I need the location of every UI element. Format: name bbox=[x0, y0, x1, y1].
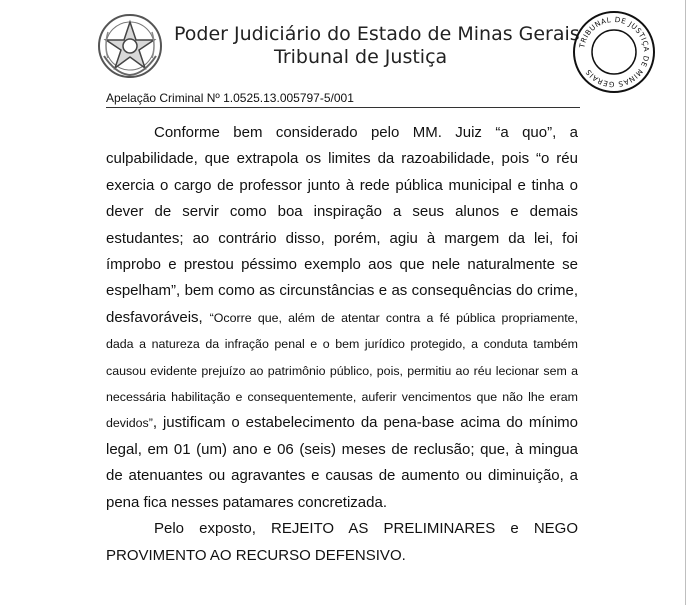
case-reference: Apelação Criminal Nº 1.0525.13.005797-5/001 bbox=[106, 90, 580, 108]
paragraph-1-quote: “Ocorre que, além de atentar contra a fé pública propriamente, dada a natureza da infração penal e o bem jurídico protegido, a conduta também causou evidente prejuízo ao patrimônio público, pois, permitiu ao réu lecionar sem a necessária habilitação e consequentemente, auferir vencimentos que não lhe eram devidos” bbox=[106, 310, 579, 431]
court-stamp-icon bbox=[572, 10, 656, 94]
title-line-1: Poder Judiciário do Estado de Minas Gerais bbox=[174, 23, 580, 45]
stamp-text: TRIBUNAL DE JUSTIÇA DE MINAS GERAIS bbox=[577, 14, 652, 90]
paragraph-1 bbox=[106, 120, 578, 516]
paragraph-1-text-a: Conforme bem considerado pelo MM. Juiz “a quo”, a culpabilidade, que extrapola os limites da razoabilidade, pois “o réu exercia o cargo de professor junto à rede pública municipal e tinha o dever de servir como boa inspiração a seus alunos e demais estudantes; ao contrário disso, porém, agiu à margem da lei, foi ímprobo e prestou péssimo exemplo aos que nele naturalmente se espelham”, bem como as circunstâncias e as consequências do crime, desfavoráveis, bbox=[106, 124, 578, 326]
svg-text:TRIBUNAL DE JUSTIÇA DE MINAS G bbox=[577, 15, 651, 89]
court-title bbox=[174, 22, 580, 68]
paragraph-1-text-b: , justificam o estabelecimento da pena-base acima do mínimo legal, em 01 (um) ano e 06 (seis) meses de reclusão; que, à mingua de atenuantes ou agravantes e causas de aumento ou diminuição, a pena fica nesses patamares concretizada. bbox=[106, 414, 578, 511]
document-header bbox=[0, 0, 700, 95]
paragraph-2: Pelo exposto, REJEITO AS PRELIMINARES e NEGO PROVIMENTO AO RECURSO DEFENSIVO. bbox=[106, 520, 578, 564]
document-body bbox=[106, 120, 578, 569]
title-line-2: Tribunal de Justiça bbox=[274, 46, 448, 68]
coat-of-arms-icon bbox=[96, 12, 164, 80]
